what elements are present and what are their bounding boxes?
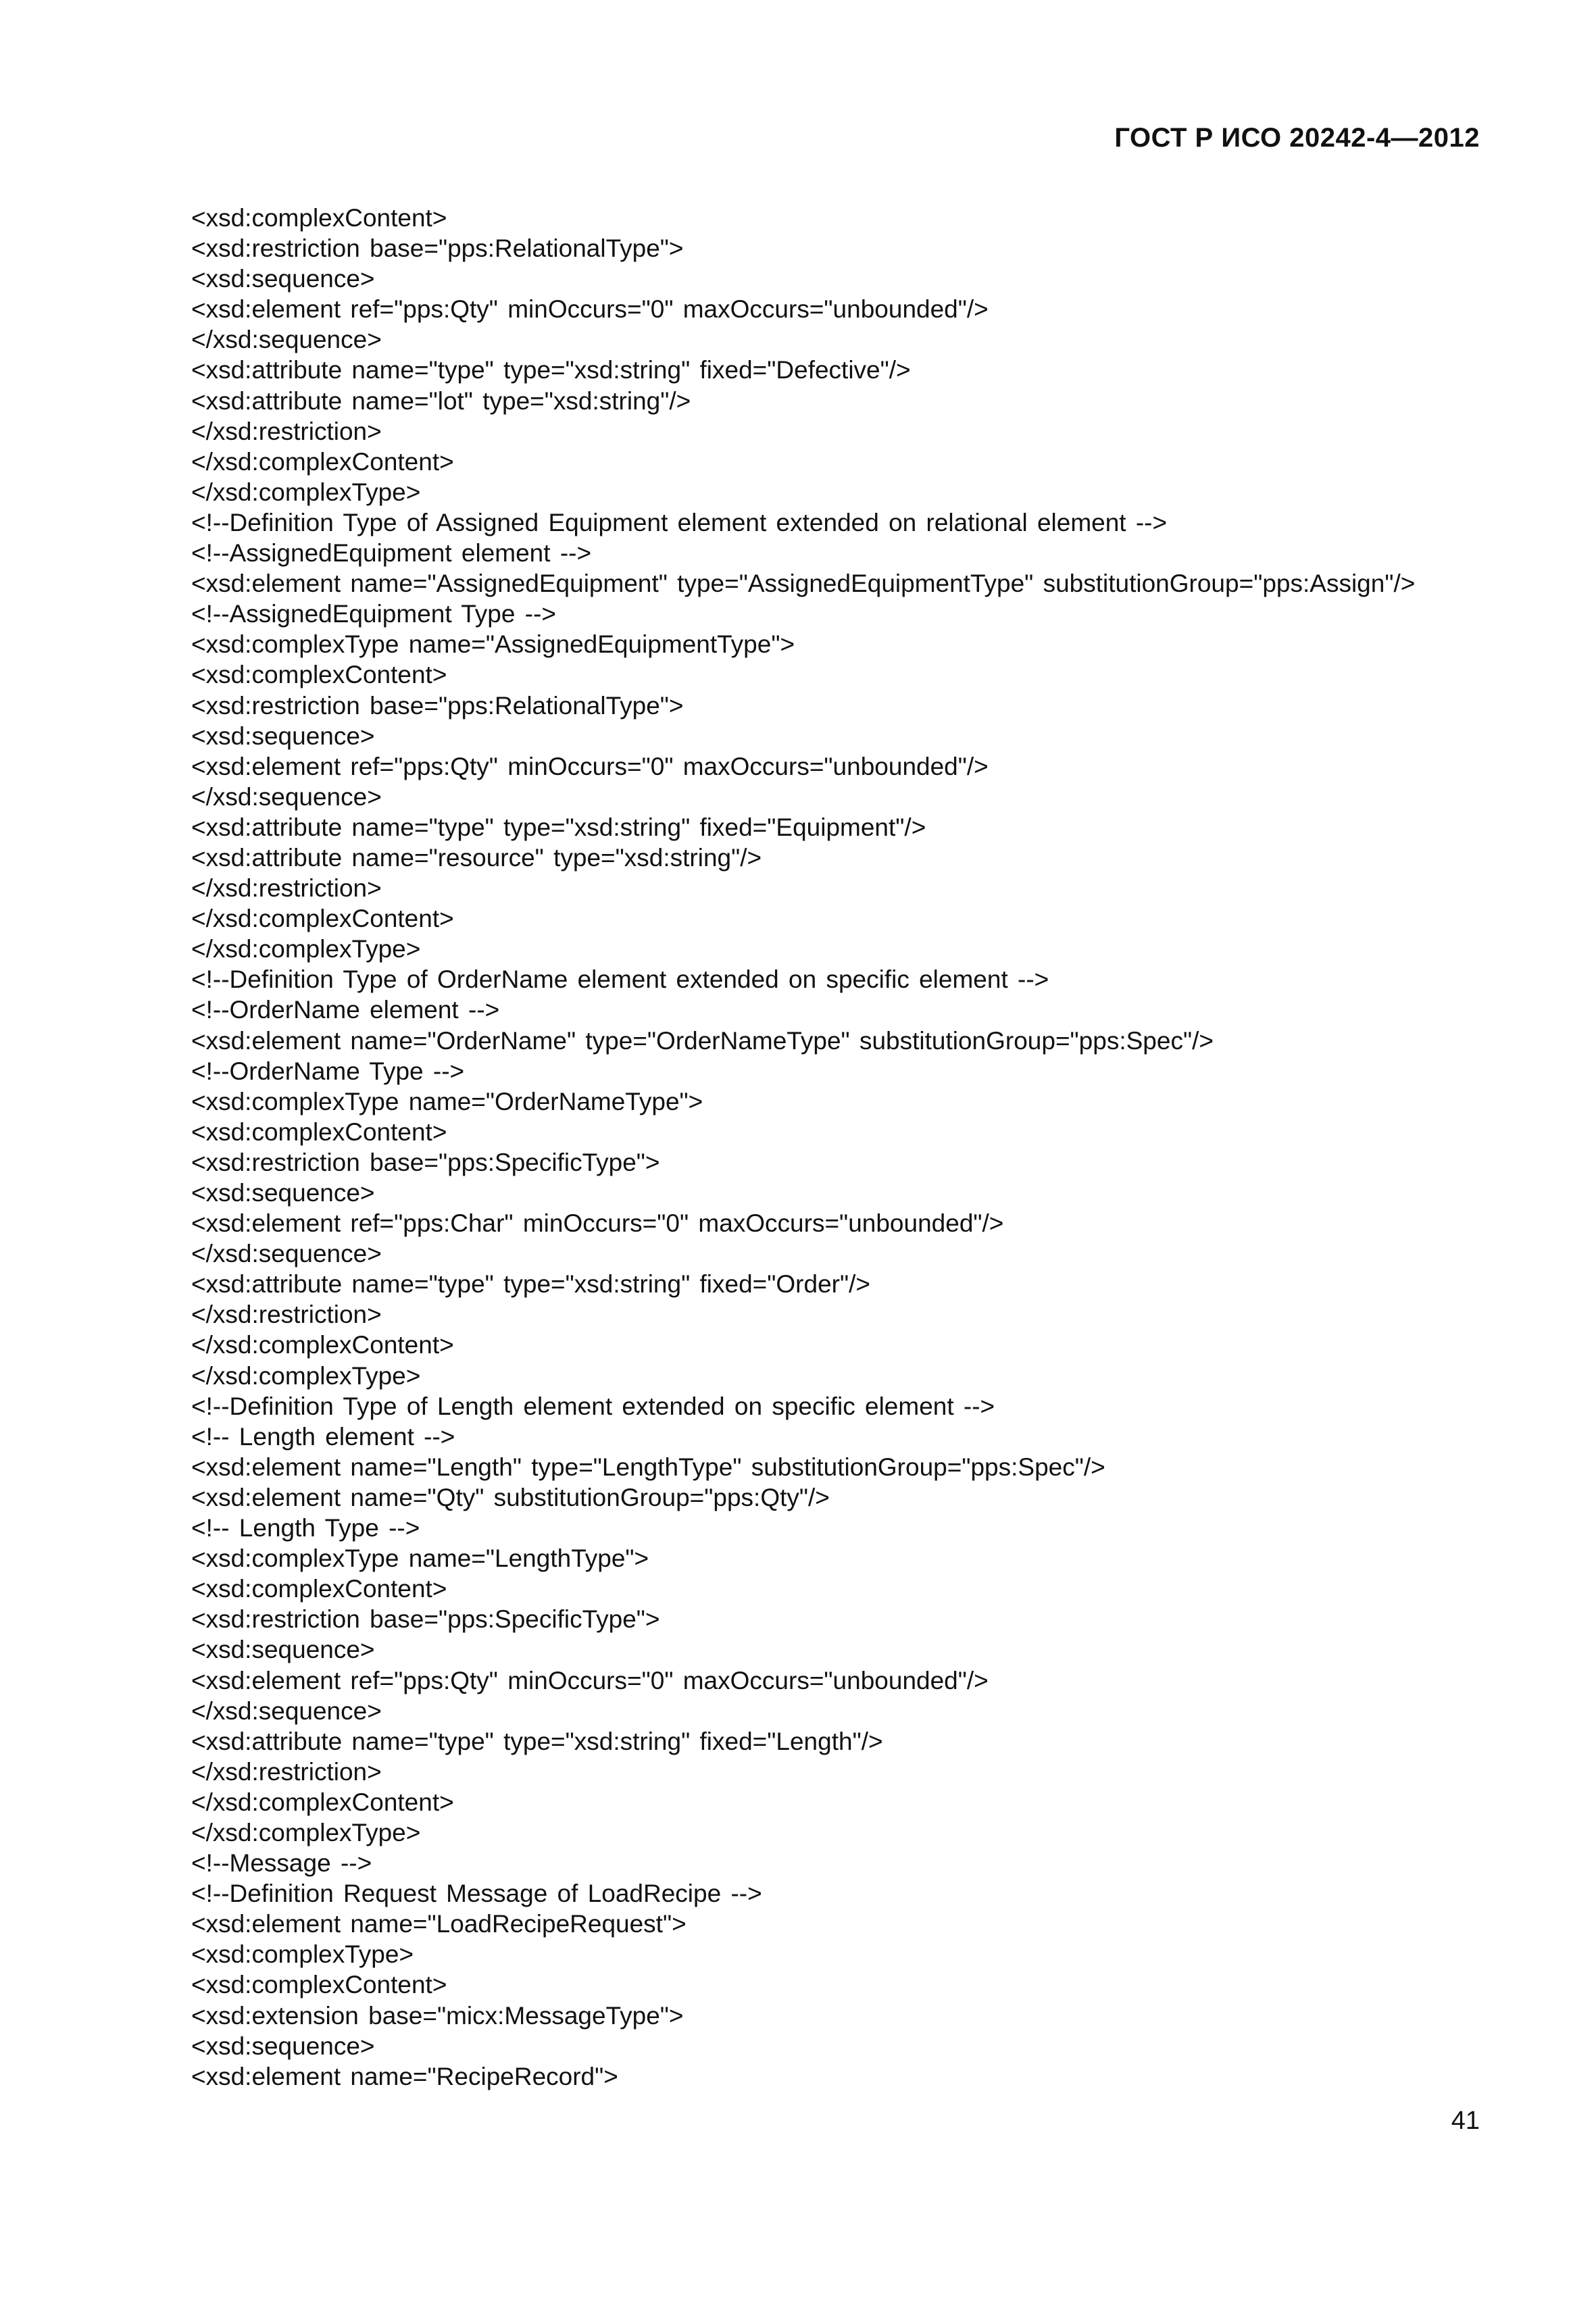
code-line: <xsd:restriction base="pps:SpecificType"> [191, 1605, 660, 1634]
code-line: </xsd:restriction> [191, 417, 382, 445]
code-line: <xsd:attribute name="type" type="xsd:string" fixed="Defective"/> [191, 356, 911, 384]
code-line: <!-- Length Type --> [191, 1514, 420, 1542]
code-line: <xsd:complexContent> [191, 1575, 447, 1603]
document-header: ГОСТ Р ИСО 20242-4—2012 [1114, 123, 1480, 153]
code-line: <xsd:restriction base="pps:RelationalType"> [191, 691, 684, 720]
code-line: </xsd:complexType> [191, 935, 421, 963]
page-number: 41 [1451, 2107, 1480, 2135]
code-line: <!--Message --> [191, 1849, 372, 1878]
code-line: <xsd:complexContent> [191, 204, 447, 232]
code-line: <xsd:attribute name="type" type="xsd:string" fixed="Order"/> [191, 1270, 871, 1299]
code-line: <xsd:extension base="micx:MessageType"> [191, 2001, 684, 2030]
code-line: <xsd:element ref="pps:Qty" minOccurs="0" maxOccurs="unbounded"/> [191, 1666, 989, 1694]
code-line: <!--Definition Type of Assigned Equipment element extended on relational element --> [191, 508, 1168, 536]
code-line: <xsd:sequence> [191, 2032, 375, 2060]
code-line: </xsd:complexType> [191, 478, 421, 506]
code-line: <!--AssignedEquipment Type --> [191, 600, 556, 628]
code-line: </xsd:restriction> [191, 874, 382, 903]
code-line: <xsd:restriction base="pps:RelationalType"> [191, 234, 684, 263]
code-line: <xsd:attribute name="lot" type="xsd:string"/> [191, 386, 691, 415]
code-line: <!--OrderName element --> [191, 996, 500, 1024]
code-line: <xsd:restriction base="pps:SpecificType"> [191, 1148, 660, 1176]
code-line: <xsd:attribute name="type" type="xsd:string" fixed="Equipment"/> [191, 813, 926, 841]
code-line: </xsd:sequence> [191, 326, 382, 354]
code-line: <xsd:element name="Qty" substitutionGroup="pps:Qty"/> [191, 1483, 830, 1511]
code-line: <xsd:attribute name="resource" type="xsd:string"/> [191, 843, 762, 872]
code-line: <!--Definition Type of Length element extended on specific element --> [191, 1392, 995, 1420]
code-line: <xsd:complexContent> [191, 1117, 447, 1146]
code-line: </xsd:complexContent> [191, 1788, 454, 1816]
code-line: <xsd:complexType name="AssignedEquipmentType"> [191, 630, 795, 659]
code-line: <xsd:element ref="pps:Qty" minOccurs="0" maxOccurs="unbounded"/> [191, 752, 989, 780]
code-line: <xsd:complexType> [191, 1940, 414, 1969]
code-line: <xsd:sequence> [191, 1636, 375, 1664]
code-line: <xsd:sequence> [191, 265, 375, 293]
code-line: </xsd:restriction> [191, 1301, 382, 1329]
code-line: <!--AssignedEquipment element --> [191, 539, 592, 568]
code-line: </xsd:complexType> [191, 1818, 421, 1846]
code-line: </xsd:sequence> [191, 1240, 382, 1268]
xsd-code-listing [191, 203, 1489, 2092]
code-line: <xsd:element ref="pps:Qty" minOccurs="0" maxOccurs="unbounded"/> [191, 295, 989, 324]
code-line: </xsd:restriction> [191, 1757, 382, 1786]
code-line: </xsd:sequence> [191, 782, 382, 811]
code-line: <!--OrderName Type --> [191, 1057, 465, 1085]
code-line: <xsd:element name="OrderName" type="OrderNameType" substitutionGroup="pps:Spec"/> [191, 1026, 1214, 1055]
code-line: <xsd:complexType name="OrderNameType"> [191, 1087, 703, 1115]
code-line: <!--Definition Type of OrderName element extended on specific element --> [191, 965, 1049, 994]
code-line: <xsd:element name="RecipeRecord"> [191, 2062, 618, 2090]
code-line: <xsd:element ref="pps:Char" minOccurs="0" maxOccurs="unbounded"/> [191, 1209, 1004, 1238]
code-line: <!-- Length element --> [191, 1422, 455, 1451]
code-line: <!--Definition Request Message of LoadRecipe --> [191, 1880, 762, 1908]
code-line: </xsd:complexContent> [191, 447, 454, 476]
code-line: <xsd:element name="AssignedEquipment" type="AssignedEquipmentType" substitutionGroup="pps:Assign"/> [191, 570, 1416, 598]
code-line: <xsd:sequence> [191, 1179, 375, 1207]
code-line: <xsd:sequence> [191, 722, 375, 750]
code-line: <xsd:attribute name="type" type="xsd:string" fixed="Length"/> [191, 1727, 883, 1755]
code-line: <xsd:element name="LoadRecipeRequest"> [191, 1910, 687, 1938]
code-line: <xsd:element name="Length" type="LengthType" substitutionGroup="pps:Spec"/> [191, 1453, 1105, 1481]
code-line: </xsd:complexContent> [191, 905, 454, 933]
code-line: <xsd:complexContent> [191, 661, 447, 689]
code-line: </xsd:complexType> [191, 1361, 421, 1390]
code-line: <xsd:complexType name="LengthType"> [191, 1544, 649, 1573]
code-line: </xsd:complexContent> [191, 1331, 454, 1359]
code-line: </xsd:sequence> [191, 1696, 382, 1725]
code-line: <xsd:complexContent> [191, 1971, 447, 1999]
